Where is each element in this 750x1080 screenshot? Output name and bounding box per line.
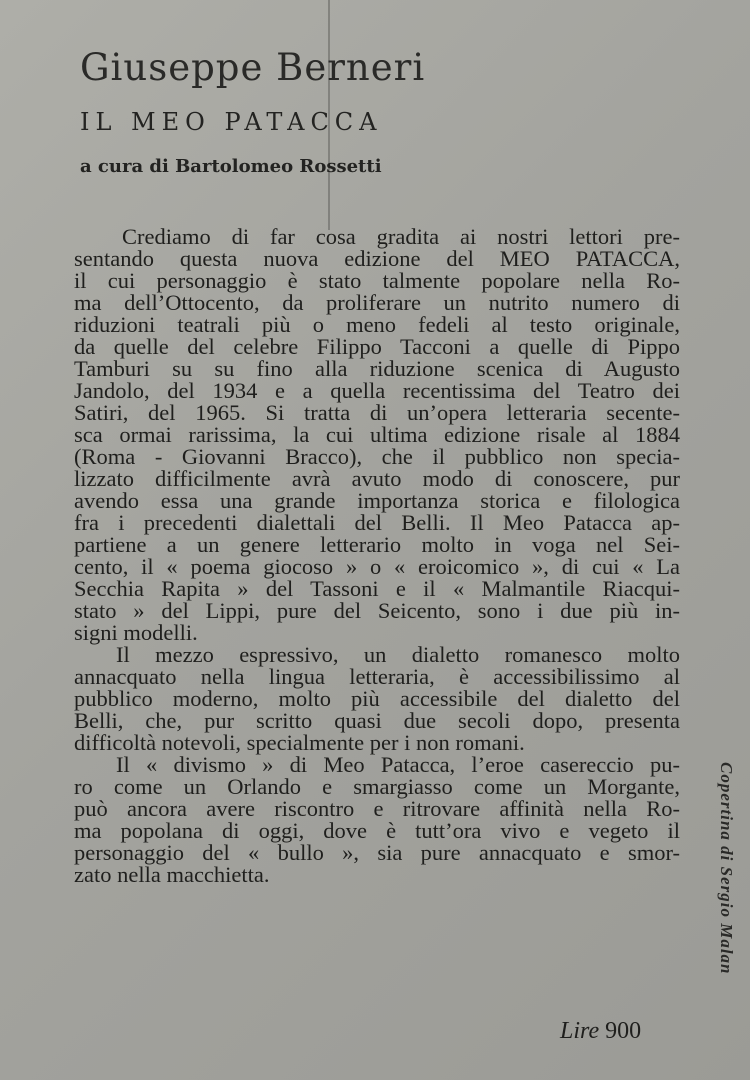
blurb-text (74, 226, 680, 886)
blurb-line: Il « divismo » di Meo Patacca, l’eroe casereccio pu- (116, 752, 680, 777)
blurb-line: pubblico moderno, molto più accessibile del dialetto del (74, 686, 680, 711)
blurb-line: ma popolana di oggi, dove è tutt’ora vivo e vegeto il (74, 818, 680, 843)
blurb-line: partiene a un genere letterario molto in voga nel Sei- (74, 532, 680, 557)
blurb-line: ma dell’Ottocento, da proliferare un nutrito numero di (74, 290, 680, 315)
blurb-line: fra i precedenti dialettali del Belli. Il Meo Patacca ap- (74, 510, 680, 535)
blurb-line: Secchia Rapita » del Tassoni e il « Malmantile Riacqui- (74, 576, 680, 601)
blurb-line: sentando questa nuova edizione del MEO PATACCA, (74, 246, 680, 271)
blurb-line: Satiri, del 1965. Si tratta di un’opera letteraria secente- (74, 400, 680, 425)
blurb-line: ro come un Orlando e smargiasso come un Morgante, (74, 774, 680, 799)
blurb-line: cento, il « poema giocoso » o « eroicomico », di cui « La (74, 554, 680, 579)
blurb-line: può ancora avere riscontro e ritrovare affinità nella Ro- (74, 796, 680, 821)
blurb-line: signi modelli. (74, 620, 198, 645)
blurb-line: Tamburi su su fino alla riduzione scenica di Augusto (74, 356, 680, 381)
blurb-line: Jandolo, del 1934 e a quella recentissima del Teatro dei (74, 378, 680, 403)
blurb-line: stato » del Lippi, pure del Seicento, sono i due più in- (74, 598, 680, 623)
book-title: IL MEO PATACCA (80, 108, 383, 136)
blurb-line: (Roma - Giovanni Bracco), che il pubblico non specia- (74, 444, 680, 469)
blurb-line: Crediamo di far cosa gradita ai nostri lettori pre- (122, 224, 680, 249)
price-amount: 900 (605, 1018, 642, 1044)
cover-credit: Copertina di Sergio Malan (717, 762, 736, 975)
blurb-line: riduzioni teatrali più o meno fedeli al testo originale, (74, 312, 680, 337)
price (560, 1018, 641, 1045)
blurb-line: avendo essa una grande importanza storica e filologica (74, 488, 680, 513)
blurb-line: sca ormai rarissima, la cui ultima edizione risale al 1884 (74, 422, 680, 447)
editor-credit: a cura di Bartolomeo Rossetti (80, 156, 382, 177)
blurb-line: personaggio del « bullo », sia pure annacquato e smor- (74, 840, 680, 865)
blurb-line: da quelle del celebre Filippo Tacconi a quelle di Pippo (74, 334, 680, 359)
blurb-line: zato nella macchietta. (74, 862, 270, 887)
blurb-line: Il mezzo espressivo, un dialetto romanesco molto (116, 642, 680, 667)
blurb-line: lizzato difficilmente avrà avuto modo di conoscere, pur (74, 466, 680, 491)
blurb-line: Belli, che, pur scritto quasi due secoli dopo, presenta (74, 708, 680, 733)
blurb-line: difficoltà notevoli, specialmente per i non romani. (74, 730, 525, 755)
blurb-line: il cui personaggio è stato talmente popolare nella Ro- (74, 268, 680, 293)
price-currency: Lire (560, 1018, 600, 1044)
blurb-line: annacquato nella lingua letteraria, è accessibilissimo al (74, 664, 680, 689)
author-name: Giuseppe Berneri (80, 46, 426, 89)
